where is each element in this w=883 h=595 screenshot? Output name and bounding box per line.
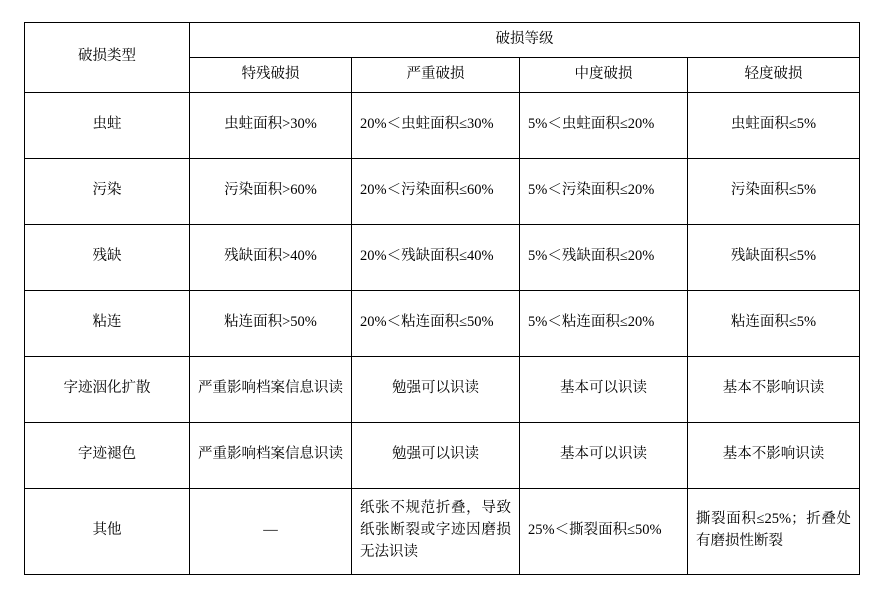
row-cell-grade-1: 虫蛀面积>30% [190,92,352,158]
row-cell-grade-4: 粘连面积≤5% [688,290,860,356]
header-damage-grade: 破损等级 [190,23,860,58]
table-row [25,158,860,224]
header-grade-3: 中度破损 [520,57,688,92]
row-cell-grade-2: 勉强可以识读 [352,422,520,488]
table-row [25,224,860,290]
row-type: 污染 [25,158,190,224]
row-cell-grade-1: — [190,488,352,574]
row-cell-grade-3: 5%＜残缺面积≤20% [520,224,688,290]
row-cell-grade-3: 5%＜污染面积≤20% [520,158,688,224]
header-damage-type: 破损类型 [25,23,190,93]
row-cell-grade-4: 撕裂面积≤25%；折叠处有磨损性断裂 [688,488,860,574]
row-cell-grade-4: 基本不影响识读 [688,422,860,488]
row-cell-grade-3: 基本可以识读 [520,422,688,488]
row-cell-grade-4: 基本不影响识读 [688,356,860,422]
table-row [25,488,860,574]
header-grade-4: 轻度破损 [688,57,860,92]
row-type: 字迹褪色 [25,422,190,488]
table-row [25,290,860,356]
row-type: 其他 [25,488,190,574]
row-type: 字迹洇化扩散 [25,356,190,422]
header-grade-2: 严重破损 [352,57,520,92]
row-cell-grade-1: 粘连面积>50% [190,290,352,356]
row-cell-grade-1: 严重影响档案信息识读 [190,356,352,422]
row-cell-grade-3: 5%＜粘连面积≤20% [520,290,688,356]
row-cell-grade-2: 勉强可以识读 [352,356,520,422]
damage-grade-table [24,22,860,575]
row-cell-grade-3: 5%＜虫蛀面积≤20% [520,92,688,158]
table-row [25,422,860,488]
row-type: 虫蛀 [25,92,190,158]
row-cell-grade-2: 20%＜残缺面积≤40% [352,224,520,290]
row-cell-grade-4: 残缺面积≤5% [688,224,860,290]
row-cell-grade-2: 20%＜虫蛀面积≤30% [352,92,520,158]
row-cell-grade-2: 20%＜粘连面积≤50% [352,290,520,356]
table-row [25,92,860,158]
table-header-row-1 [25,23,860,58]
row-type: 粘连 [25,290,190,356]
header-grade-1: 特残破损 [190,57,352,92]
row-cell-grade-4: 虫蛀面积≤5% [688,92,860,158]
row-cell-grade-1: 严重影响档案信息识读 [190,422,352,488]
row-cell-grade-4: 污染面积≤5% [688,158,860,224]
row-cell-grade-1: 残缺面积>40% [190,224,352,290]
row-cell-grade-2: 纸张不规范折叠，导致纸张断裂或字迹因磨损无法识读 [352,488,520,574]
row-cell-grade-1: 污染面积>60% [190,158,352,224]
row-type: 残缺 [25,224,190,290]
row-cell-grade-2: 20%＜污染面积≤60% [352,158,520,224]
row-cell-grade-3: 基本可以识读 [520,356,688,422]
row-cell-grade-3: 25%＜撕裂面积≤50% [520,488,688,574]
table-row [25,356,860,422]
